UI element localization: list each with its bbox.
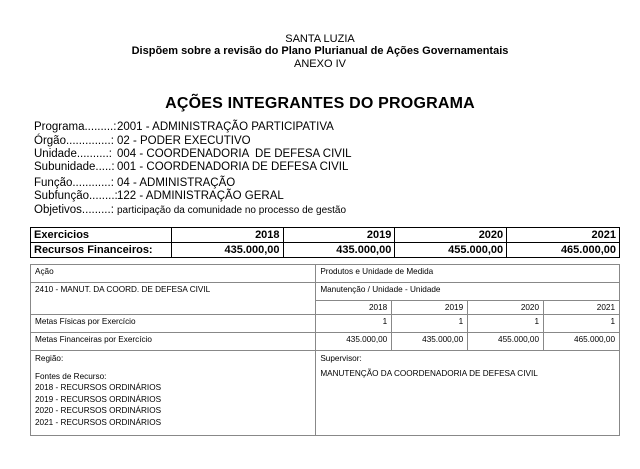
orgao-label: Órgão..............: [34,135,114,147]
produto-value: Manutenção / Unidade - Unidade [316,283,620,301]
document-subject: Dispõem sobre a revisão do Plano Plurianual de Ações Governamentais [131,45,509,57]
meta-financeira-value: 465.000,00 [544,333,620,351]
action-year: 2020 [468,301,544,315]
supervisor-cell [316,351,620,436]
recursos-label: Recursos Financeiros: [31,243,172,258]
financial-years-row [31,228,620,243]
page-title: AÇÕES INTEGRANTES DO PROGRAMA [165,95,475,112]
financial-year: 2020 [395,228,507,243]
subunidade-value: 001 - COORDENADORIA DE DEFESA CIVIL [117,161,349,173]
financial-table [30,227,620,258]
regiao-cell [31,351,316,436]
meta-fisica-value: 1 [392,315,468,333]
financial-year: 2021 [507,228,620,243]
metas-financeiras-label: Metas Financeiras por Exercício [31,333,316,351]
financial-value: 435.000,00 [283,243,395,258]
action-year: 2018 [316,301,392,315]
financial-year: 2019 [283,228,395,243]
action-year: 2019 [392,301,468,315]
funcao-value: 04 - ADMINISTRAÇÃO [117,177,236,189]
subfuncao-label: Subfunção........: [34,190,118,202]
meta-financeira-value: 455.000,00 [468,333,544,351]
objetivos-value: participação da comunidade no processo de gestão [117,205,347,216]
unidade-label: Unidade..........: [34,148,112,160]
fonte-item: 2020 - RECURSOS ORDINÁRIOS [35,406,162,415]
financial-year: 2018 [171,228,283,243]
financial-value: 435.000,00 [171,243,283,258]
meta-financeira-value: 435.000,00 [316,333,392,351]
meta-fisica-value: 1 [468,315,544,333]
program-value: 2001 - ADMINISTRAÇÃO PARTICIPATIVA [117,121,334,133]
produtos-header: Produtos e Unidade de Medida [316,265,620,283]
regiao-label: Região: [35,354,64,363]
supervisor-value: MANUTENÇÃO DA COORDENADORIA DE DEFESA CIVIL [320,368,538,378]
fonte-item: 2021 - RECURSOS ORDINÁRIOS [35,417,162,427]
supervisor-label: Supervisor: [320,354,362,363]
acao-header: Ação [31,265,316,283]
meta-financeira-value: 435.000,00 [392,333,468,351]
program-label: Programa.........: [34,121,117,133]
financial-value: 465.000,00 [507,243,620,258]
municipality-name: SANTA LUZIA [285,33,355,45]
action-year: 2021 [544,301,620,315]
unidade-value: 004 - COORDENADORIA DE DEFESA CIVIL [117,148,352,160]
financial-values-row [31,243,620,258]
fonte-item: 2019 - RECURSOS ORDINÁRIOS [35,394,162,404]
metas-fisicas-label: Metas Físicas por Exercício [31,315,316,333]
funcao-label: Função............: [34,177,114,189]
objetivos-label: Objetivos.........: [34,204,114,216]
fonte-item: 2018 - RECURSOS ORDINÁRIOS [35,383,162,392]
action-table [30,264,620,436]
meta-fisica-value: 1 [316,315,392,333]
subunidade-label: Subunidade.....: [34,161,115,173]
annex-label: ANEXO IV [294,58,346,70]
financial-value: 455.000,00 [395,243,507,258]
acao-value: 2410 - MANUT. DA COORD. DE DEFESA CIVIL [31,283,316,315]
exercicios-label: Exercicios [31,228,172,243]
fontes-label: Fontes de Recurso: [35,371,107,381]
meta-fisica-value: 1 [544,315,620,333]
orgao-value: 02 - PODER EXECUTIVO [117,135,251,147]
subfuncao-value: 122 - ADMINISTRAÇÃO GERAL [117,190,284,202]
